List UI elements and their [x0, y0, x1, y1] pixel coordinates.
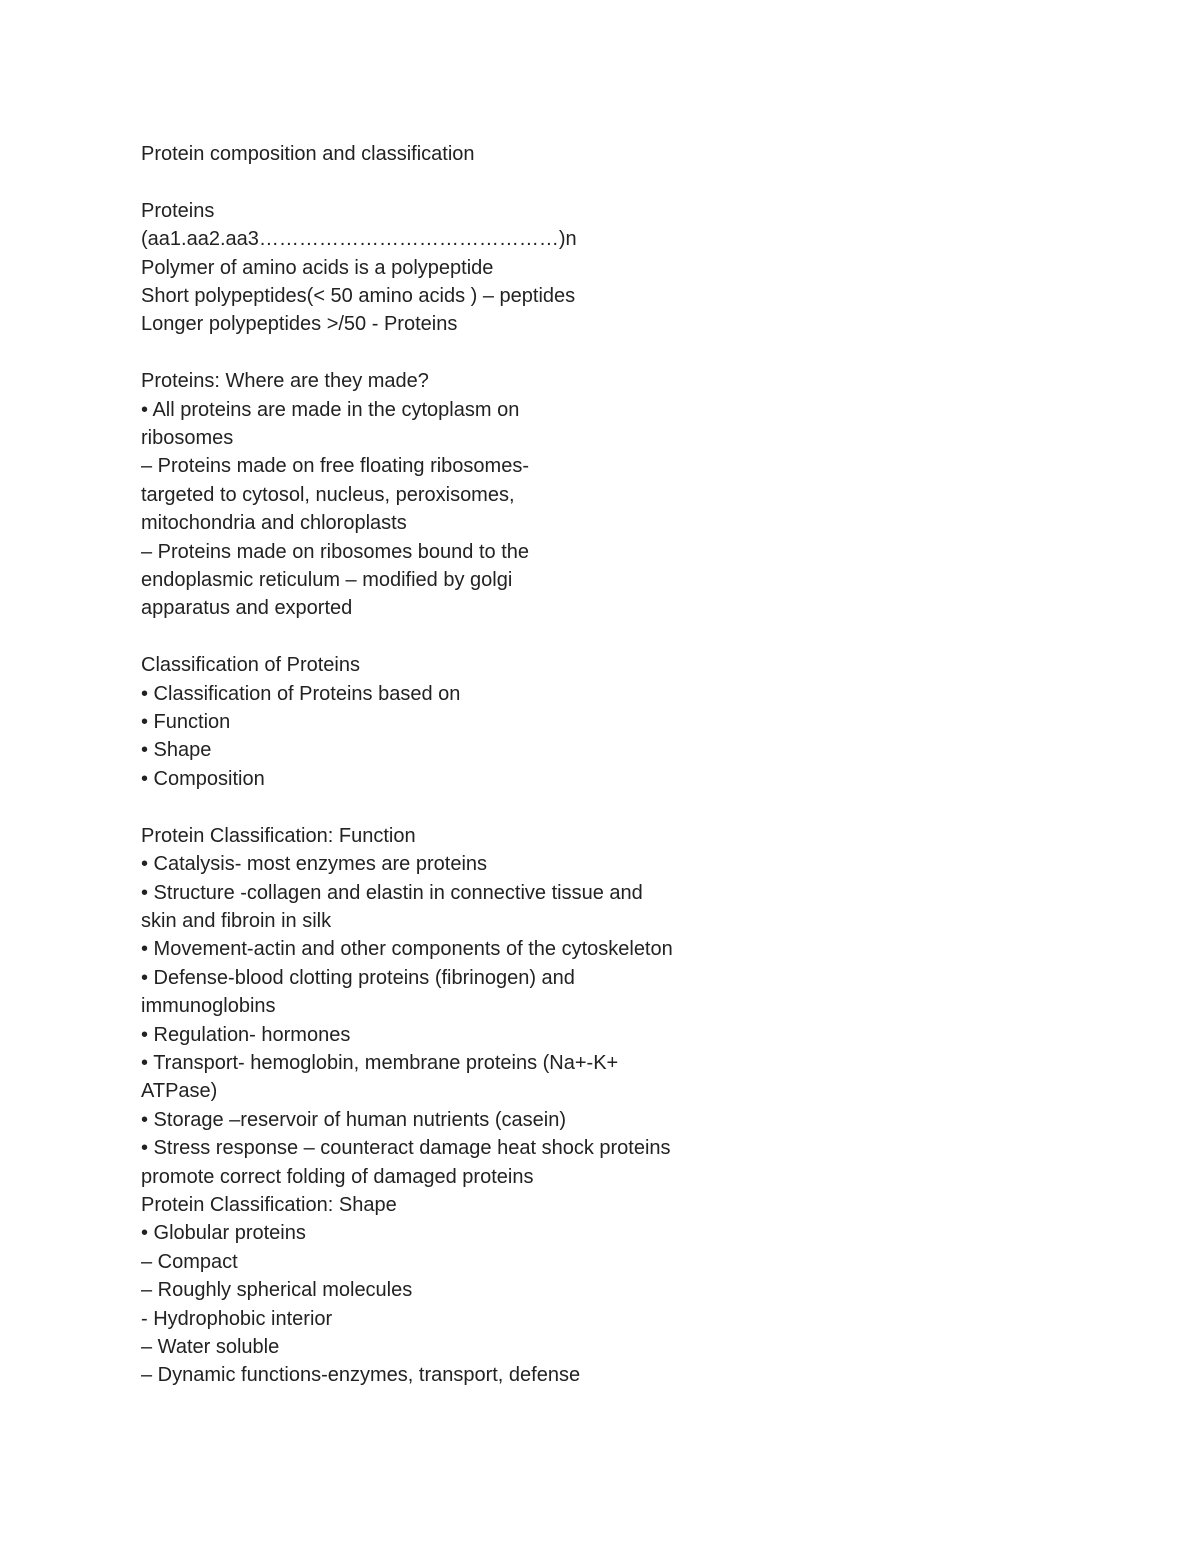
bullet-item: • Catalysis- most enzymes are proteins: [141, 853, 488, 876]
text-line: mitochondria and chloroplasts: [141, 512, 407, 535]
text-line: – Water soluble: [141, 1336, 280, 1358]
section-heading: Protein Classification: Function: [141, 824, 416, 847]
text-line: Polymer of amino acids is a polypeptide: [141, 256, 494, 279]
text-line: ATPase): [141, 1080, 218, 1103]
text-line: – Compact: [141, 1250, 238, 1273]
spacer: [141, 168, 1121, 196]
section-proteins: [141, 197, 1121, 339]
bullet-item: • Stress response – counteract damage heat shock proteins: [141, 1137, 671, 1160]
section-heading: Proteins: [141, 199, 215, 222]
bullet-item: • Structure -collagen and elastin in connective tissue and: [141, 881, 643, 904]
text-line: – Proteins made on free floating ribosomes-: [141, 455, 529, 478]
text-line: – Roughly spherical molecules: [141, 1279, 413, 1302]
section-heading: Proteins: Where are they made?: [141, 370, 429, 393]
bullet-item: • Storage –reservoir of human nutrients (casein): [141, 1108, 566, 1131]
text-line: targeted to cytosol, nucleus, peroxisomes,: [141, 483, 515, 506]
text-line: apparatus and exported: [141, 597, 353, 620]
bullet-item: • Transport- hemoglobin, membrane proteins (Na+-K+: [141, 1051, 619, 1074]
text-line: – Proteins made on ribosomes bound to the: [141, 540, 530, 563]
text-line: Short polypeptides(< 50 amino acids ) – peptides: [141, 285, 576, 308]
bullet-item: • Shape: [141, 739, 212, 762]
section-shape: [141, 1191, 1121, 1390]
bullet-item: • Function: [141, 711, 231, 734]
document-title: Protein composition and classification: [141, 143, 475, 165]
section-function: [141, 822, 1121, 1191]
text-line: promote correct folding of damaged proteins: [141, 1165, 534, 1188]
bullet-item: • Regulation- hormones: [141, 1023, 351, 1046]
spacer: [141, 339, 1121, 367]
bullet-item: • Composition: [141, 767, 265, 790]
text-line: (aa1.aa2.aa3………………………………………)n: [141, 228, 577, 251]
section-heading: Protein Classification: Shape: [141, 1193, 397, 1216]
text-line: • All proteins are made in the cytoplasm on: [141, 398, 520, 421]
bullet-item: • Defense-blood clotting proteins (fibrinogen) and: [141, 966, 575, 989]
bullet-item: • Classification of Proteins based on: [141, 682, 461, 705]
text-line: endoplasmic reticulum – modified by golgi: [141, 569, 513, 592]
text-line: - Hydrophobic interior: [141, 1307, 333, 1330]
section-where-made: [141, 367, 1121, 623]
bullet-item: • Globular proteins: [141, 1222, 306, 1245]
text-line: Longer polypeptides >/50 - Proteins: [141, 313, 458, 336]
bullet-item: • Movement-actin and other components of the cytoskeleton: [141, 938, 673, 961]
section-classification: [141, 651, 1121, 793]
spacer: [141, 623, 1121, 651]
document-body: [141, 140, 1121, 1390]
section-heading: Classification of Proteins: [141, 654, 360, 677]
text-line: skin and fibroin in silk: [141, 909, 332, 932]
text-line: immunoglobins: [141, 995, 276, 1018]
spacer: [141, 793, 1121, 821]
text-line: ribosomes: [141, 427, 234, 450]
text-line: – Dynamic functions-enzymes, transport, defense: [141, 1364, 581, 1387]
